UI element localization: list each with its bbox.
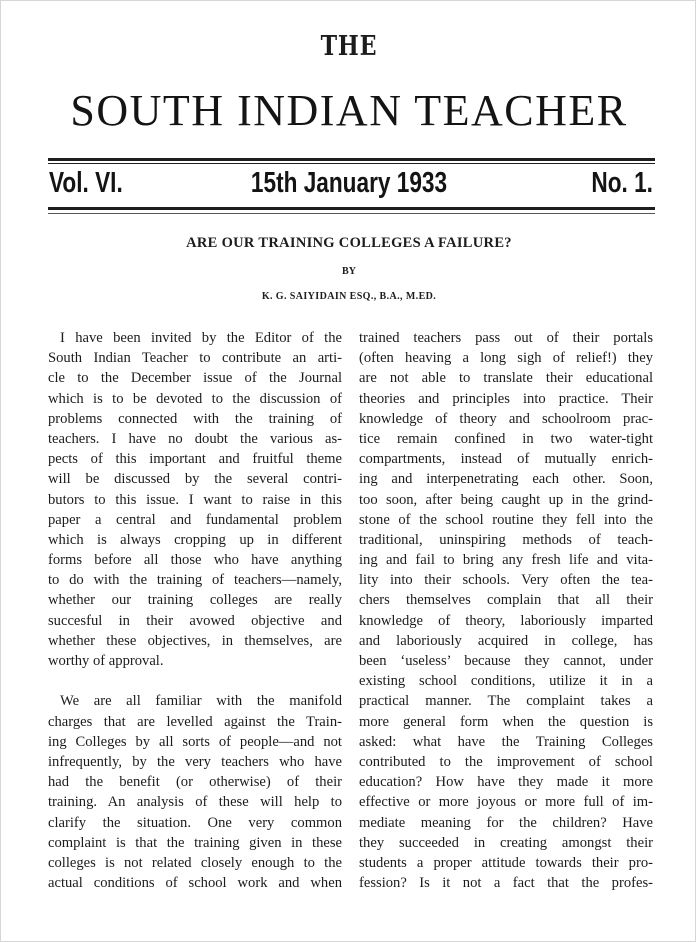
text-line: knowledge of theory and schoolroom prac- [359, 410, 653, 427]
text-line: existing school conditions, utilize it in a [359, 673, 653, 690]
text-line: trained teachers pass out of their portals [359, 330, 653, 346]
text-line: compartments, instead of mutually enrich- [359, 451, 653, 468]
text-line: practical manner. The complaint takes a [359, 693, 653, 710]
text-line: We are all familiar with the manifold [60, 693, 342, 710]
text-line: chers themselves complain that all their [359, 592, 653, 609]
text-line: I have been invited by the Editor of the [60, 330, 342, 346]
text-line: paper a central and fundamental problem [48, 511, 342, 528]
text-line: tice remain confined in two water-tight [359, 430, 653, 447]
text-line: theories and principles into practice. Their [359, 390, 653, 407]
text-line: worthy of approval. [48, 653, 164, 669]
text-line: lity into their schools. Very often the tea- [359, 572, 653, 589]
text-line: to do with the training of teachers—namely, [48, 572, 342, 589]
article-title: ARE OUR TRAINING COLLEGES A FAILURE? [186, 235, 512, 251]
text-line: forms before all those who have anything [48, 552, 342, 569]
text-line: will be discussed by the several contri- [48, 471, 342, 488]
text-line: colleges is not related closely enough to the [48, 854, 342, 871]
text-line: students a proper attitude towards their pro- [359, 854, 653, 871]
masthead-rule-top [48, 158, 655, 161]
text-line: effective or more joyous or more full of im- [359, 794, 653, 811]
text-line: more general form when the question is [359, 713, 653, 730]
text-line: complaint is that the training given in these [48, 834, 342, 851]
issue-rule-bottom-thin [48, 213, 655, 214]
issue-date: 15th January 1933 [250, 167, 448, 199]
text-line: fession? Is it not a fact that the profes- [359, 875, 653, 892]
text-line: training. An analysis of these will help to [48, 794, 342, 811]
text-line: cle to the December issue of the Journal [48, 370, 342, 387]
text-line: pects of this important and fruitful theme [48, 451, 342, 468]
issue-rule-bottom [48, 207, 655, 210]
text-line: infrequently, by the very teachers who have [48, 753, 342, 770]
text-line: and laboriously acquired in college, has [359, 632, 653, 649]
text-line: ing and fail to bring any fresh life and vita- [359, 552, 653, 569]
text-line: actual conditions of school work and when [48, 875, 342, 892]
text-line: contributed to the improvement of school [359, 753, 653, 770]
text-line: ing and interpenetrating each other. Soon, [359, 471, 653, 488]
article-column-right [359, 328, 653, 893]
text-line: stone of the school routine they fell into the [359, 511, 653, 528]
text-line: charges that are levelled against the Train- [48, 713, 342, 730]
article-byline-by: BY [342, 266, 356, 277]
text-line: (often heaving a long sigh of relief!) they [359, 350, 653, 367]
text-line: ing Colleges by all sorts of people—and not [48, 733, 342, 750]
text-line: which is always cropping up in different [48, 531, 342, 548]
text-line: they succeeded in creating amongst their [359, 834, 653, 851]
text-line: whether our training colleges are really [48, 592, 342, 609]
text-line: mediate meaning for the children? Have [359, 814, 653, 831]
masthead-rule-top-thin [48, 163, 655, 164]
text-line: knowledge of theory, laboriously imparted [359, 612, 653, 629]
text-line: asked: what have the Training Colleges [359, 733, 653, 750]
text-line: butors to this issue. I want to raise in this [48, 491, 342, 508]
text-line: clarify the situation. One very common [48, 814, 342, 831]
text-line: traditional, uninspiring methods of teach- [359, 531, 653, 548]
text-line: teachers. I have no doubt the various as- [48, 430, 342, 447]
text-line [48, 671, 342, 691]
text-line: had the benefit (or otherwise) of their [48, 774, 342, 791]
text-line: problems connected with the training of [48, 410, 342, 427]
issue-volume: Vol. VI. [49, 167, 123, 199]
text-line: education? How have they made it more [359, 774, 653, 791]
issue-number: No. 1. [591, 167, 653, 199]
text-line: are not able to translate their educational [359, 370, 653, 387]
text-line: whether these objectives, in themselves, are [48, 632, 342, 649]
text-line: succesful in their avowed objective and [48, 612, 342, 629]
text-line: South Indian Teacher to contribute an arti- [48, 350, 342, 367]
text-line: been ‘useless’ because they cannot, under [359, 653, 653, 669]
text-line: which is to be devoted to the discussion of [48, 390, 342, 407]
masthead-the: THE [320, 31, 378, 62]
article-author: K. G. SAIYIDAIN ESQ., B.A., M.ED. [261, 291, 437, 302]
text-line: too soon, after being caught up in the grind- [359, 491, 653, 508]
article-column-left [48, 328, 342, 893]
masthead-title: SOUTH INDIAN TEACHER [70, 86, 628, 135]
